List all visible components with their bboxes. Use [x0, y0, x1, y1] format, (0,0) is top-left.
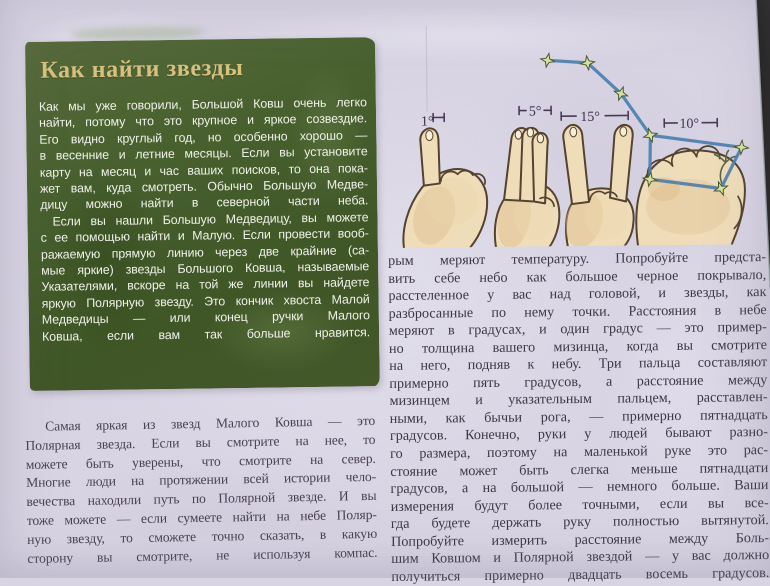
green-info-box	[25, 37, 380, 391]
hand-fist	[636, 146, 746, 248]
hand-bull-horns	[559, 124, 634, 248]
measure-1deg	[420, 25, 444, 129]
right-column-paragraph: рым меряют температуру. Попробуйте предста- вить себе небо как большое черное покрывало, расстеленное у вас над головой, и звезды, как разбросанные по нему точки. Расстояния в небе меряют в градусах, и один градус — это пример- но толщина вашего мизинца, когда вы смотрите на него, подняв к небу. Три пальца составляют примерно пять градусов, а расстояние между мизинцем и указательным пальцем, расставлен- ными, как бычьи рога, — примерно пятнадцать градусов. Конечно, руки у людей бывают разно- го размера, поэтому на маленькой руке это рас- стояние может быть слегка меньше пятнадцати градусов, а на большой — немного больше. Ваши измерения будут более точными, если вы все- гда будете держать руку полностью вытянутой. Попробуйте измерить расстояние между Боль- шим Ковшом и Полярной звездой — у вас должно получиться примерно двадцать восемь градусов.	[388, 249, 769, 586]
degree-label-horns: 15°	[580, 110, 600, 125]
left-column-paragraph: Самая яркая из звезд Малого Ковша — это Полярная звезда. Если вы смотрите на нее, то можете быть уверены, что смотрите на север. Многие люди на протяжении всей истории чело- вечества находили путь по Полярной звезде. И вы тоже можете — если сумеете найти на небе Поляр- ную звезду, то сможете точно сказать, в какую сторону вы смотрите, не используя компас.	[25, 412, 378, 568]
box-title: Как найти звезды	[40, 53, 364, 85]
degree-label-fist: 10°	[679, 117, 699, 132]
hand-measures-illustration	[386, 2, 769, 248]
measure-10deg	[664, 117, 717, 133]
measure-5deg	[519, 104, 551, 119]
box-paragraph-1: Как мы уже говорили, Большой Ковш очень легко найти, потому что это крупное и яркое созвездие. Его видно круглый год, но особенно хорошо — в весенние и летние месяцы. Если вы установите карту на месяц и час ваших поисков, то она пока- жет вам, куда смотреть. Обычно Большую Медве- дицу можно найти в северной части неба.	[39, 94, 369, 213]
page-edge-shadow	[748, 0, 770, 300]
degree-label-pinky: 1°	[421, 115, 434, 130]
hand-pinky	[402, 128, 487, 248]
box-paragraph-2: Если вы нашли Большую Медведицу, вы можете с ее помощью найти и Малую. Если провести вооб- ражаемую прямую линию через две крайние (са- мые яркие) звезды Большого Ковша, называемые Указателями, вскоре на той же линии вы найдете яркую Полярную звезду. Это кончик хвоста Малой Медведицы — или конец ручки Малого Ковша, если вам так больше нравится.	[40, 209, 370, 345]
hand-three-fingers	[491, 128, 559, 248]
star-icon	[734, 140, 749, 155]
measure-15deg	[561, 109, 628, 125]
degree-label-three-fingers: 5°	[529, 104, 542, 119]
